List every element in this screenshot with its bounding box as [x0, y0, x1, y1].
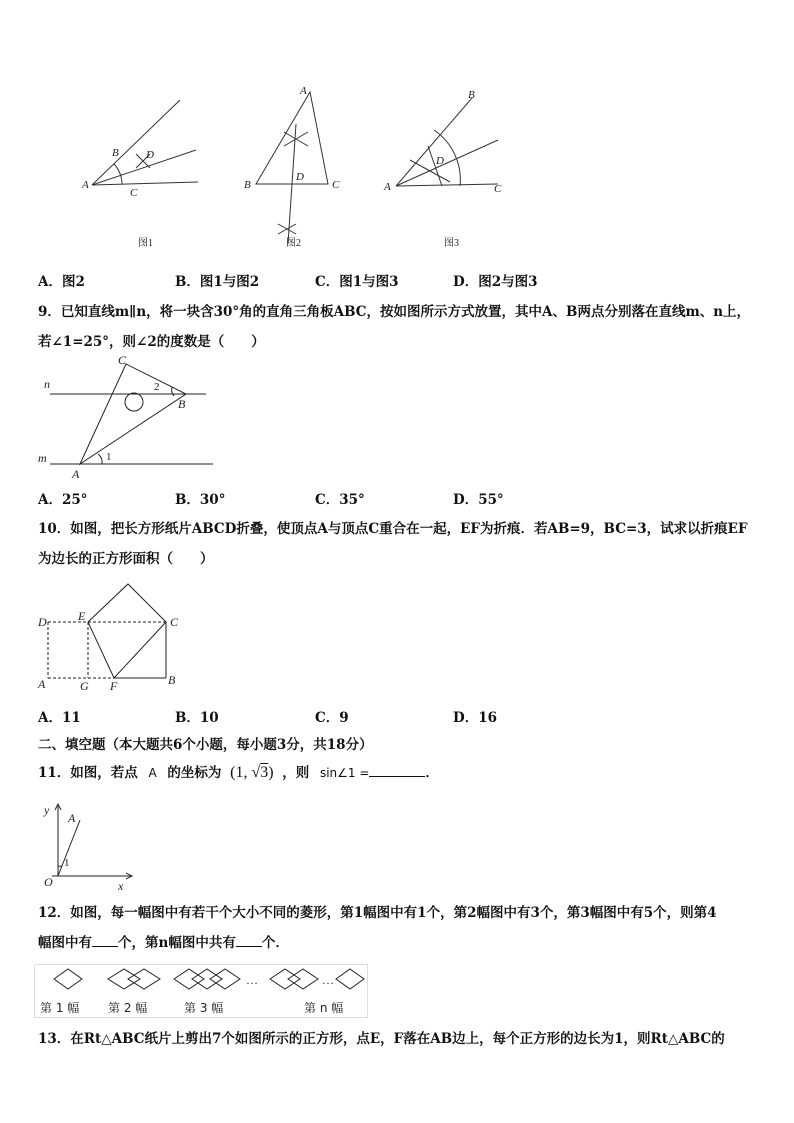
q11-mid: 的坐标为 — [167, 765, 222, 781]
q11-label-angle: 1 — [64, 857, 70, 869]
q10-line2: 为边长的正方形面积（ ） — [38, 551, 214, 567]
q9-choice-d: D．55° — [453, 492, 504, 508]
fig3-label-a: A — [384, 181, 391, 193]
q10-choice-b: B．10 — [175, 710, 219, 726]
q11-figure — [38, 800, 138, 892]
q12-ellipsis-1: … — [246, 973, 258, 987]
section-2-title: 二、填空题（本大题共6个小题，每小题3分，共18分） — [38, 737, 373, 753]
fig1-label-a: A — [82, 179, 89, 191]
q12-stem — [38, 898, 758, 958]
q10-label-g: G — [80, 679, 89, 693]
q9-label-a: A — [72, 467, 80, 481]
q10-label-a: A — [38, 677, 46, 691]
figure-1 — [78, 92, 218, 257]
fig1-label-d: D — [146, 149, 154, 161]
q13-stem — [38, 1024, 758, 1054]
q12-panel-2: 第 2 幅 — [108, 1001, 148, 1015]
fig3-label-b: B — [468, 89, 475, 101]
q10-choice-d: D．16 — [453, 710, 497, 726]
q12-blank-2[interactable] — [236, 934, 262, 947]
q12-line2-b: 个，第n幅图中共有 — [118, 935, 236, 951]
q11-point: A — [148, 766, 157, 780]
fig1-label-b: B — [112, 147, 119, 159]
figure-2 — [240, 84, 350, 254]
q10-choice-c: C．9 — [315, 710, 349, 726]
q10-label-f: F — [110, 679, 118, 693]
q12-panel-1: 第 1 幅 — [40, 1001, 80, 1015]
q11-coordinate: (1, √3) — [230, 764, 274, 781]
q9-label-b: B — [178, 397, 186, 411]
q9-line1: 9．已知直线m∥n，将一块含30°角的直角三角板ABC，按如图所示方式放置，其中A、B两点分别落在直线m、n上， — [38, 304, 751, 320]
fig1-caption: 图1 — [138, 238, 153, 249]
q11-label-x: x — [118, 879, 124, 893]
q9-choice-c: C．35° — [315, 492, 365, 508]
q9-choice-a: A．25° — [38, 492, 88, 508]
fig2-label-a: A — [300, 85, 307, 97]
fig2-label-c: C — [332, 179, 340, 191]
q11-expr: sin∠1 = — [319, 766, 370, 780]
q9-label-n: n — [44, 377, 50, 391]
q10-label-e: E — [78, 609, 86, 623]
q12-line1: 12．如图，每一幅图中有若干个大小不同的菱形，第1幅图中有1个，第2幅图中有3个，第3幅图中有5个，则第4 — [38, 905, 717, 921]
fig1-label-c: C — [130, 187, 138, 199]
q11-prefix: 11．如图，若点 — [38, 765, 138, 781]
q10-line1: 10．如图，把长方形纸片ABCD折叠，使顶点A与顶点C重合在一起，EF为折痕．若AB=9，BC=3，试求以折痕EF — [38, 521, 748, 537]
q8-choice-c: C．图1与图3 — [315, 274, 399, 290]
q9-angle-1: 1 — [106, 451, 112, 463]
q11-label-y: y — [44, 803, 50, 817]
q10-stem — [38, 514, 758, 574]
fig3-label-d: D — [436, 155, 444, 167]
q11-coord-b: 3 — [260, 764, 269, 781]
q9-line2: 若∠1=25°，则∠2的度数是（ ） — [38, 334, 265, 350]
fig2-label-b: B — [244, 179, 251, 191]
q12-line2-c: 个． — [261, 935, 289, 951]
q11-label-a: A — [68, 811, 76, 825]
q12-figure — [34, 964, 368, 1018]
q12-line2-a: 幅图中有 — [38, 935, 92, 951]
q9-figure — [38, 352, 218, 482]
q10-figure — [34, 580, 194, 695]
q10-choice-a: A．11 — [38, 710, 81, 726]
q12-panel-3: 第 3 幅 — [184, 1001, 224, 1015]
q10-label-b: B — [168, 673, 176, 687]
q11-label-o: O — [44, 875, 53, 889]
q10-label-c: C — [170, 615, 179, 629]
q11-then: ，则 — [282, 765, 310, 781]
fig2-caption: 图2 — [286, 238, 301, 249]
q11-answer-blank[interactable] — [369, 764, 425, 777]
q12-blank-1[interactable] — [92, 934, 118, 947]
q11-coord-a: 1 — [235, 764, 244, 781]
fig2-label-d: D — [296, 171, 304, 183]
q11-end: ． — [425, 765, 439, 781]
q9-stem — [38, 297, 758, 357]
q12-panel-n: 第 n 幅 — [304, 1001, 344, 1015]
figure-3 — [380, 86, 510, 256]
q13-line1: 13．在Rt△ABC纸片上剪出7个如图所示的正方形，点E，F落在AB边上，每个正方形的边长为1，则Rt△ABC的 — [38, 1031, 725, 1047]
q12-line2 — [38, 928, 758, 958]
q10-label-d: D — [38, 615, 47, 629]
fig3-label-c: C — [494, 183, 502, 195]
q9-label-c: C — [118, 353, 127, 367]
q9-choice-b: B．30° — [175, 492, 226, 508]
fig3-caption: 图3 — [444, 238, 459, 249]
q8-choice-d: D．图2与图3 — [453, 274, 538, 290]
q9-label-m: m — [38, 451, 47, 465]
q8-choice-b: B．图1与图2 — [175, 274, 260, 290]
q8-choice-a: A．图2 — [38, 274, 85, 290]
q9-angle-2: 2 — [154, 381, 160, 393]
q11-stem — [38, 758, 758, 788]
q12-ellipsis-2: … — [322, 973, 334, 987]
